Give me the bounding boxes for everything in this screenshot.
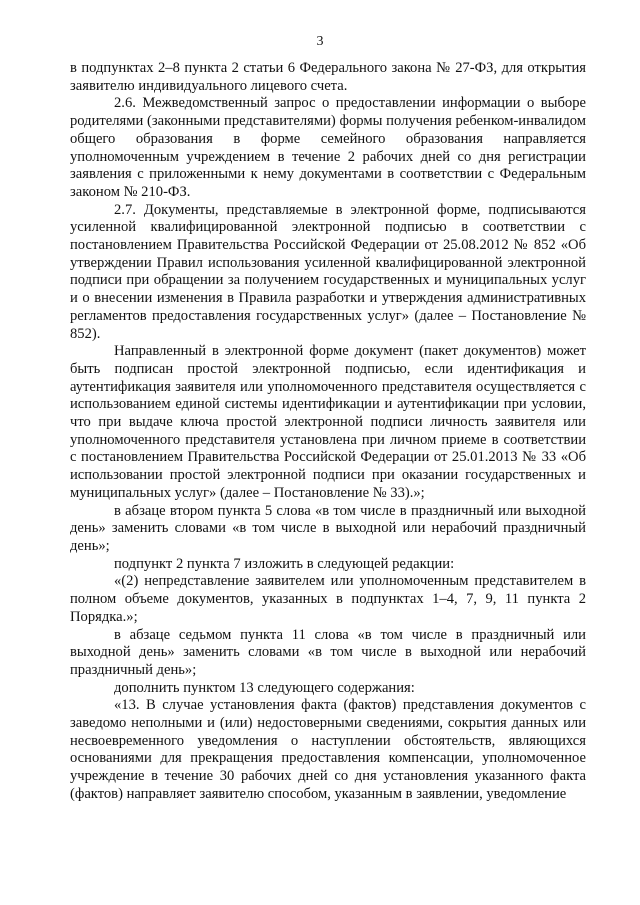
paragraph-2-7: 2.7. Документы, представляемые в электронной форме, подписываются усиленной квалифицированной электронной подписью в соответствии с постановлением Правительства Российской Федерации от 25.08.2012 № 852 «Об утверждении Правил использования усиленной квалифицированной электронной подписи при обращении за получением государственных и муниципальных услуг и о внесении изменения в Правила разработки и утверждения административных регламентов предоставления государственных услуг» (далее – Постановление № 852). [70, 201, 586, 342]
paragraph-point-7-text: «(2) непредставление заявителем или уполномоченным представителем в полном объеме документов, указанных в подпунктах 1–4, 7, 9, 11 пункта 2 Порядка.»; [70, 573, 586, 625]
paragraph-amend-point-11: в абзаце седьмом пункта 11 слова «в том числе в праздничный или выходной день» заменить словами «в том числе в выходной или нерабочий праздничный день»; [70, 626, 586, 678]
paragraph-1-continuation: в подпунктах 2–8 пункта 2 статьи 6 Федерального закона № 27-ФЗ, для открытия заявителю индивидуального лицевого счета. [70, 60, 586, 94]
paragraph-point-7-intro: подпункт 2 пункта 7 изложить в следующей редакции: [114, 555, 455, 572]
paragraph-2-6: 2.6. Межведомственный запрос о предоставлении информации о выборе родителями (законными представителями) формы получения ребенком-инвалидом общего образования в форме семейного образования направляется уполномоченным учреждением в течение 2 рабочих дней со дня регистрации заявления с приложенными к нему документами в соответствии с Федеральным законом № 210-ФЗ. [70, 95, 586, 200]
document-body [70, 60, 586, 804]
page-number: 3 [316, 34, 324, 49]
paragraph-point-13-intro: дополнить пунктом 13 следующего содержания: [114, 679, 415, 696]
paragraph-point-13-text: «13. В случае установления факта (фактов) представления документов с заведомо неполными и (или) недостоверными сведениями, сокрытия данных или несвоевременного уведомления о наступлении обстоятельств, являющихся основаниями для прекращения предоставления компенсации, уполномоченное учреждение в течение 30 рабочих дней со дня установления указанного факта (фактов) направляет заявителю способом, указанным в заявлении, уведомление [70, 697, 586, 802]
paragraph-simple-signature: Направленный в электронной форме документ (пакет документов) может быть подписан простой электронной подписью, если идентификация и аутентификация заявителя или уполномоченного представителя осуществляется с использованием единой системы идентификации и аутентификации при условии, что при выдаче ключа простой электронной подписи личность заявителя или уполномоченного представителя установлена при личном приеме в соответствии с постановлением Правительства Российской Федерации от 25.01.2013 № 33 «Об использовании простой электронной подписи при оказании государственных и муниципальных услуг» (далее – Постановление № 33).»; [70, 343, 586, 501]
paragraph-amend-point-5: в абзаце втором пункта 5 слова «в том числе в праздничный или выходной день» заменить словами «в том числе в выходной или нерабочий праздничный день»; [70, 502, 586, 554]
